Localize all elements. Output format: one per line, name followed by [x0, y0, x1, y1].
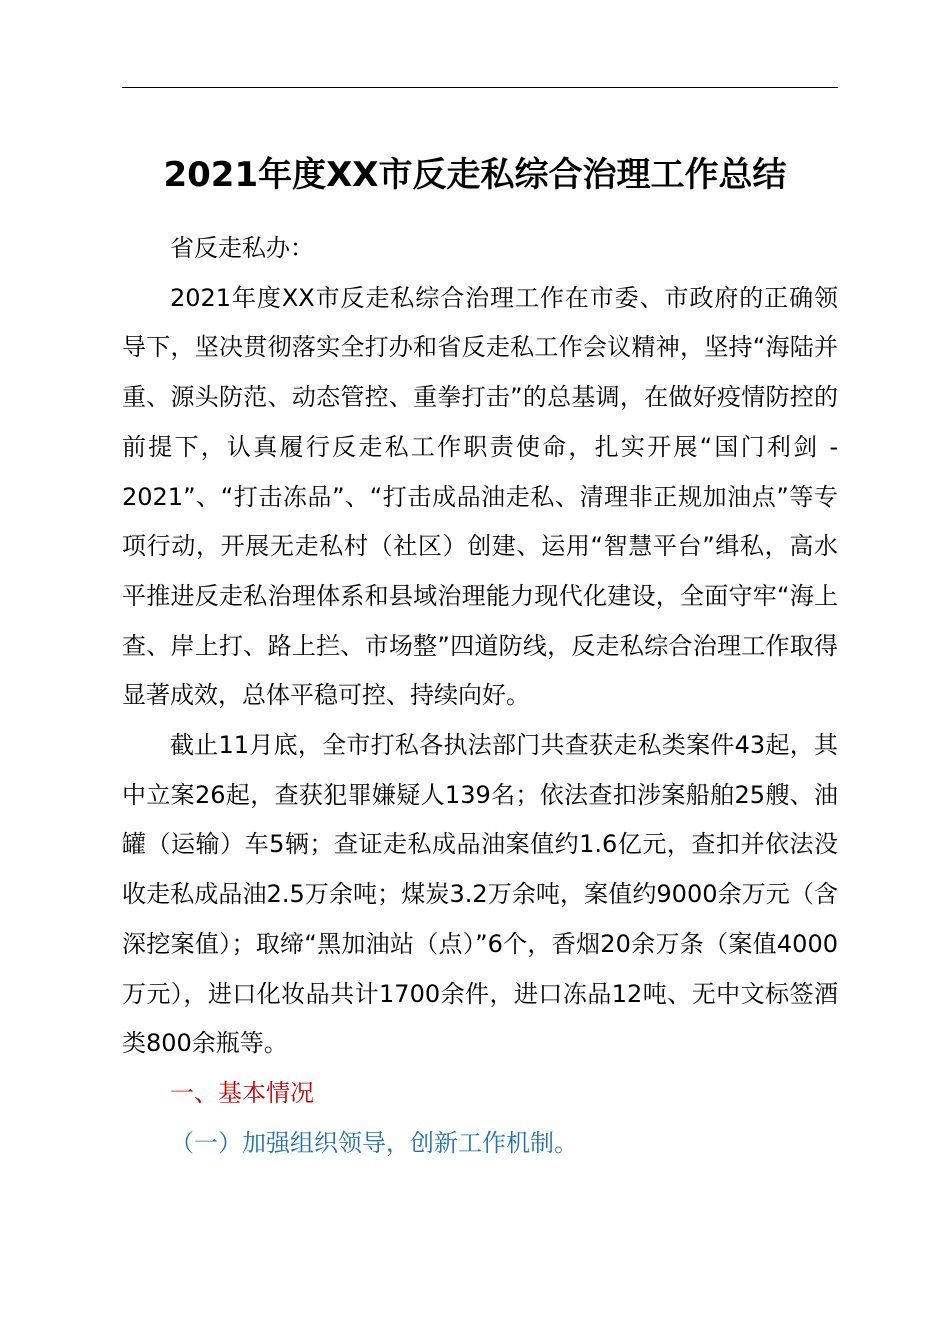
document-title: 2021年度XX市反走私综合治理工作总结 [163, 155, 787, 195]
salutation: 省反走私办： [170, 234, 314, 262]
header-rule [122, 87, 838, 88]
document-body [122, 224, 838, 1168]
paragraph-intro: 2021年度XX市反走私综合治理工作在市委、市政府的正确领导下，坚决贯彻落实全打办和省反走私工作会议精神，坚持“海陆并重、源头防范、动态管控、重拳打击”的总基调，在做好疫情防控的前提下，认真履行反走私工作职责使命，扎实开展“国门利剑 - 2021”、“打击冻品”、“打击成品油走私、清理非正规加油点”等专项行动，开展无走私村（社区）创建、运用“智慧平台”缉私，高水平推进反走私治理体系和县域治理能力现代化建设，全面守牢“海上查、岸上打、路上拦、市场整”四道防线，反走私综合治理工作取得显著成效，总体平稳可控、持续向好。 [122, 283, 838, 710]
subsection-heading: （一）加强组织领导，创新工作机制。 [170, 1128, 578, 1157]
paragraph-statistics: 截止11月底，全市打私各执法部门共查获走私类案件43起，其中立案26起，查获犯罪嫌疑人139名；依法查扣涉案船舶25艘、油罐（运输）车5辆；查证走私成品油案值约1.6亿元，查扣并依法没收走私成品油2.5万余吨；煤炭3.2万余吨，案值约9000余万元（含深挖案值）；取缔“黑加油站（点）”6个，香烟20余万条（案值4000万元），进口化妆品共计1700余件，进口冻品12吨、无中文标签酒类800余瓶等。 [122, 731, 838, 1058]
section-heading: 一、基本情况 [170, 1078, 314, 1107]
